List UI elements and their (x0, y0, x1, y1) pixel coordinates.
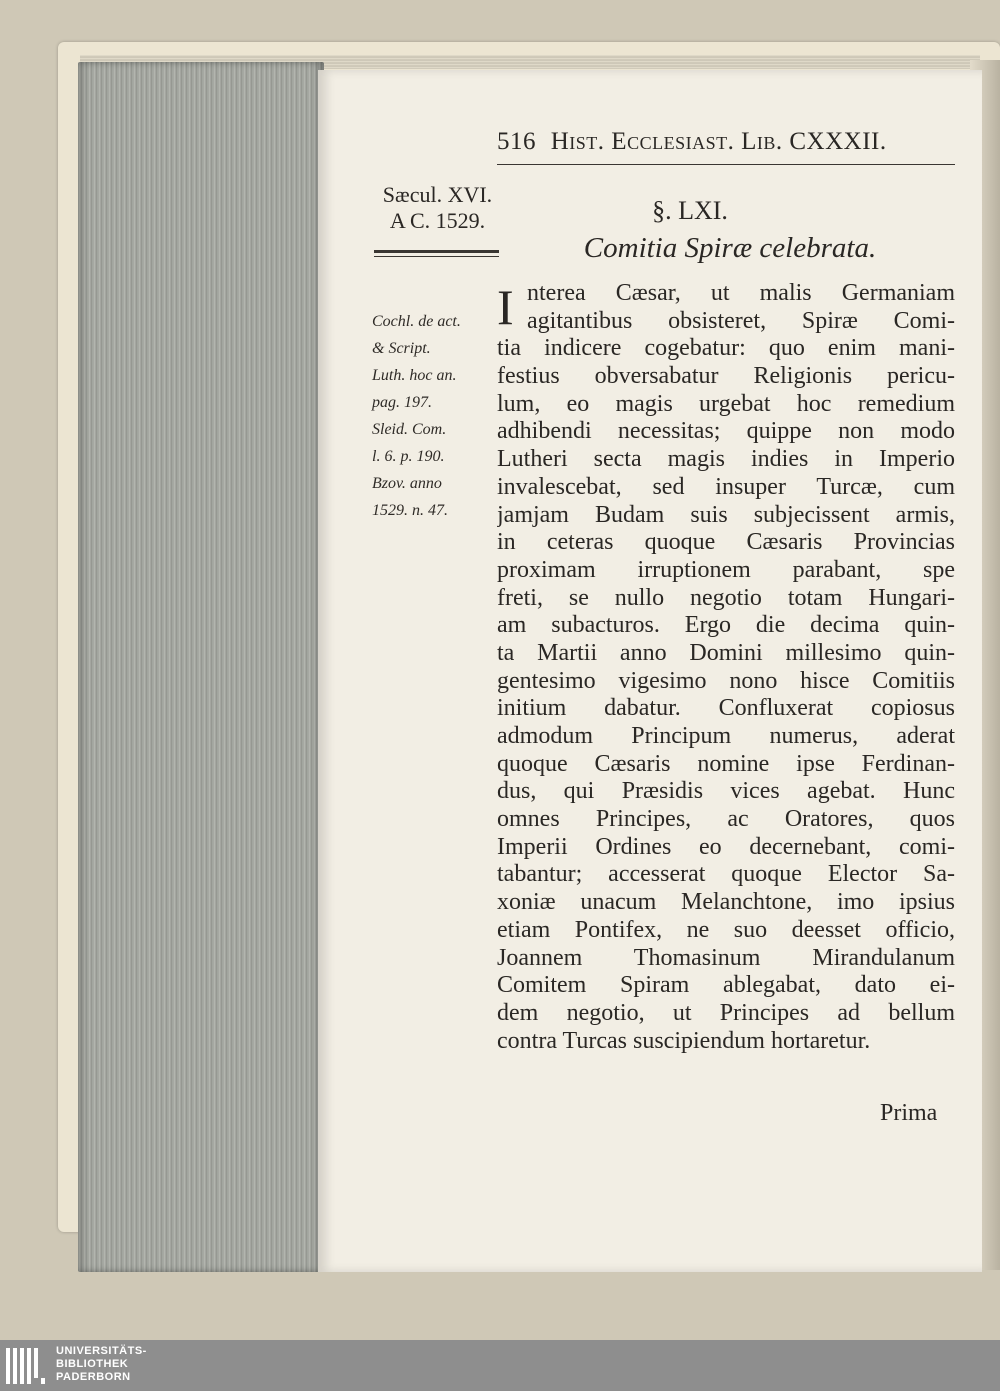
text-line: tia indicere cogebatur: quo enim mani- (497, 335, 955, 362)
margin-note: Bzov. anno (372, 475, 442, 492)
year-label: A C. 1529. (389, 208, 486, 233)
library-footer-bar (0, 1340, 1000, 1391)
text-line: quoque Cæsaris nomine ipse Ferdinan- (497, 750, 955, 777)
text-line: Lutheri secta magis indies in Imperio (497, 446, 955, 473)
running-header (497, 128, 955, 164)
text-line: initium dabatur. Confluxerat copiosus (497, 695, 955, 722)
drop-cap: I (497, 279, 514, 335)
margin-note: Sleid. Com. (372, 421, 447, 438)
text-line: in ceteras quoque Cæsaris Provincias (497, 529, 955, 556)
library-name (56, 1345, 147, 1384)
text-line: invalescebat, sed insuper Turcæ, cum (497, 473, 955, 500)
margin-note: Cochl. de act. (372, 313, 461, 330)
body-text (497, 280, 955, 1055)
margin-note: 1529. n. 47. (372, 502, 448, 519)
text-line: contra Turcas suscipiendum hortaretur. (497, 1027, 871, 1054)
section-title: Comitia Spiræ celebrata. (583, 232, 877, 264)
text-line: dus, qui Præsidis vices agebat. Hunc (497, 778, 955, 805)
text-line: gentesimo vigesimo nono hisce Comitiis (497, 667, 955, 694)
margin-notes (372, 308, 497, 524)
text-line: Imperii Ordines eo decernebant, comi- (497, 833, 955, 860)
margin-note: Luth. hoc an. (372, 367, 457, 384)
page-number: 516 (497, 128, 536, 155)
library-logo-icon (6, 1348, 48, 1384)
text-line: omnes Principes, ac Oratores, quos (497, 806, 955, 833)
text-line: admodum Principum numerus, aderat (497, 723, 955, 749)
text-line: festius obversabatur Religionis pericu- (497, 363, 955, 390)
section-number: §. LXI. (652, 196, 728, 225)
margin-note: l. 6. p. 190. (372, 448, 445, 465)
text-line: am subacturos. Ergo die decima quin- (497, 612, 955, 639)
catchword: Prima (880, 1100, 938, 1126)
library-name-line: BIBLIOTHEK (56, 1358, 129, 1370)
library-name-line: UNIVERSITÄTS- (56, 1345, 147, 1357)
text-line: Comitem Spiram ablegabat, dato ei- (497, 972, 955, 999)
margin-rule-thin (374, 256, 499, 257)
library-name-line: PADERBORN (56, 1371, 131, 1383)
text-line: etiam Pontifex, ne suo deesset officio, (497, 916, 955, 943)
text-line: jamjam Budam suis subjecissent armis, (497, 501, 955, 528)
margin-note: pag. 197. (372, 394, 432, 411)
margin-rule-thick (374, 250, 499, 253)
margin-note: & Script. (372, 340, 431, 357)
text-line: agitantibus obsisteret, Spiræ Comi- (527, 307, 955, 334)
running-title: Hist. Ecclesiast. Lib. CXXXII. (550, 128, 887, 155)
text-line: Joannem Thomasinum Mirandulanum (497, 944, 955, 971)
text-line: lum, eo magis urgebat hoc remedium (497, 390, 955, 417)
page-edges-left (78, 62, 324, 1272)
header-rule (497, 164, 955, 165)
text-line: ta Martii anno Domini millesimo quin- (497, 639, 955, 666)
text-line: freti, se nullo negotio totam Hungari- (497, 584, 955, 611)
text-line: tabantur; accesserat quoque Elector Sa- (497, 861, 955, 888)
margin-heading (370, 182, 505, 234)
text-line: dem negotio, ut Principes ad bellum (497, 999, 955, 1026)
century-label: Sæcul. XVI. (382, 182, 493, 207)
text-line: proximam irruptionem parabant, spe (497, 556, 955, 583)
text-line: nterea Cæsar, ut malis Germaniam (527, 280, 955, 306)
text-line: xoniæ unacum Melanchtone, imo ipsius (497, 889, 955, 916)
text-line: adhibendi necessitas; quippe non modo (497, 418, 955, 445)
